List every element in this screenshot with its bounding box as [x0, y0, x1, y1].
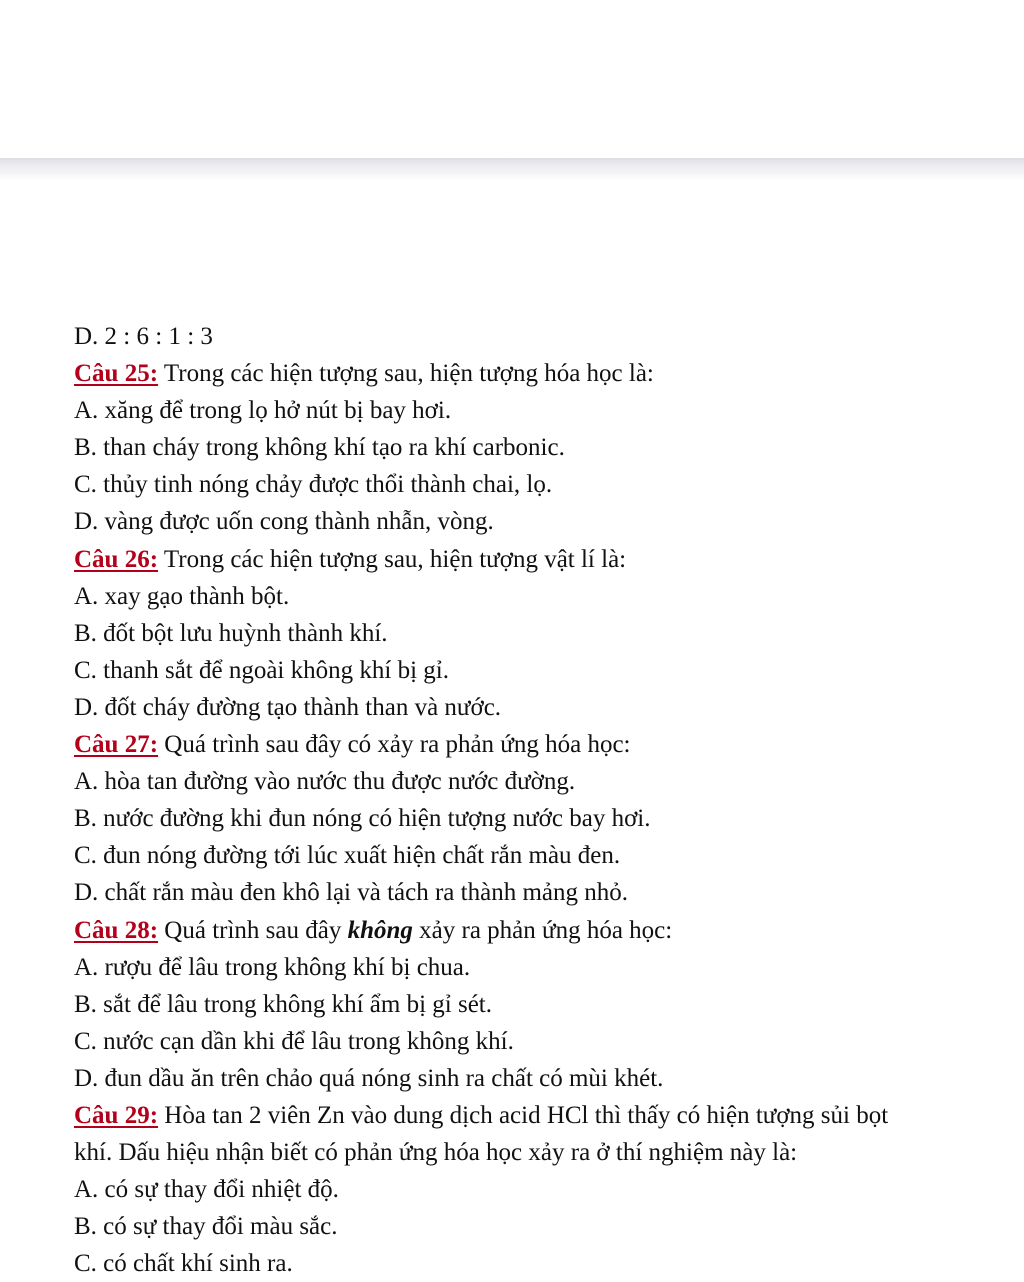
question-26-text: Trong các hiện tượng sau, hiện tượng vật lí là: — [158, 545, 627, 573]
question-27-option-a: A. hòa tan đường vào nước thu được nước đường. — [74, 768, 576, 796]
question-25-stem — [74, 355, 1004, 392]
question-26-option-d: D. đốt cháy đường tạo thành than và nước. — [74, 693, 502, 721]
question-29 — [74, 1097, 1004, 1282]
question-29-option-a: A. có sự thay đổi nhiệt độ. — [74, 1176, 339, 1204]
question-27-option-b: B. nước đường khi đun nóng có hiện tượng nước bay hơi. — [74, 805, 651, 833]
question-25-text: Trong các hiện tượng sau, hiện tượng hóa học là: — [158, 360, 654, 388]
question-28 — [74, 912, 1004, 1097]
question-27-label: Câu 27: — [74, 731, 159, 759]
question-28-option-c: C. nước cạn dần khi để lâu trong không khí. — [74, 1027, 514, 1055]
document-body — [74, 318, 1004, 1282]
question-28-text-before: Quá trình sau đây — [158, 916, 348, 944]
question-26-option-a: A. xay gạo thành bột. — [74, 582, 290, 610]
question-28-option-d: D. đun dầu ăn trên chảo quá nóng sinh ra chất có mùi khét. — [74, 1064, 664, 1092]
question-25-option-b: B. than cháy trong không khí tạo ra khí carbonic. — [74, 434, 565, 462]
question-25-option-a: A. xăng để trong lọ hở nút bị bay hơi. — [74, 397, 452, 425]
question-27-option-d: D. chất rắn màu đen khô lại và tách ra thành mảng nhỏ. — [74, 879, 628, 907]
page-separator — [0, 158, 1024, 180]
question-28-option-b: B. sắt để lâu trong không khí ẩm bị gỉ sét. — [74, 990, 493, 1018]
question-27 — [74, 726, 1004, 911]
question-25-label: Câu 25: — [74, 360, 159, 388]
question-29-option-c: C. có chất khí sinh ra. — [74, 1250, 293, 1278]
question-25 — [74, 355, 1004, 540]
question-28-stem — [74, 912, 1004, 949]
question-25-option-d: D. vàng được uốn cong thành nhẫn, vòng. — [74, 508, 494, 536]
question-28-label: Câu 28: — [74, 916, 159, 944]
question-29-text-1: Hòa tan 2 viên Zn vào dung dịch acid HCl thì thấy có hiện tượng sủi bọt — [158, 1101, 889, 1129]
question-29-option-b: B. có sự thay đổi màu sắc. — [74, 1213, 338, 1241]
question-26-option-c: C. thanh sắt để ngoài không khí bị gỉ. — [74, 656, 449, 684]
question-28-option-a: A. rượu để lâu trong không khí bị chua. — [74, 953, 471, 981]
question-28-emphasis: không — [347, 916, 413, 944]
question-27-text: Quá trình sau đây có xảy ra phản ứng hóa học: — [158, 731, 631, 759]
question-29-label: Câu 29: — [74, 1101, 159, 1129]
question-26-label: Câu 26: — [74, 545, 159, 573]
question-26-stem — [74, 541, 1004, 578]
question-26-option-b: B. đốt bột lưu huỳnh thành khí. — [74, 619, 388, 647]
question-29-stem-line-1 — [74, 1097, 1004, 1134]
prev-question-option-d: D. 2 : 6 : 1 : 3 — [74, 323, 213, 350]
question-25-option-c: C. thủy tinh nóng chảy được thổi thành chai, lọ. — [74, 471, 553, 499]
question-29-stem-line-2: khí. Dấu hiệu nhận biết có phản ứng hóa học xảy ra ở thí nghiệm này là: — [74, 1139, 798, 1167]
question-27-option-c: C. đun nóng đường tới lúc xuất hiện chất rắn màu đen. — [74, 842, 621, 870]
question-27-stem — [74, 726, 1004, 763]
question-26 — [74, 541, 1004, 726]
question-28-text-after: xảy ra phản ứng hóa học: — [412, 916, 673, 944]
previous-page-bottom — [0, 0, 1024, 158]
